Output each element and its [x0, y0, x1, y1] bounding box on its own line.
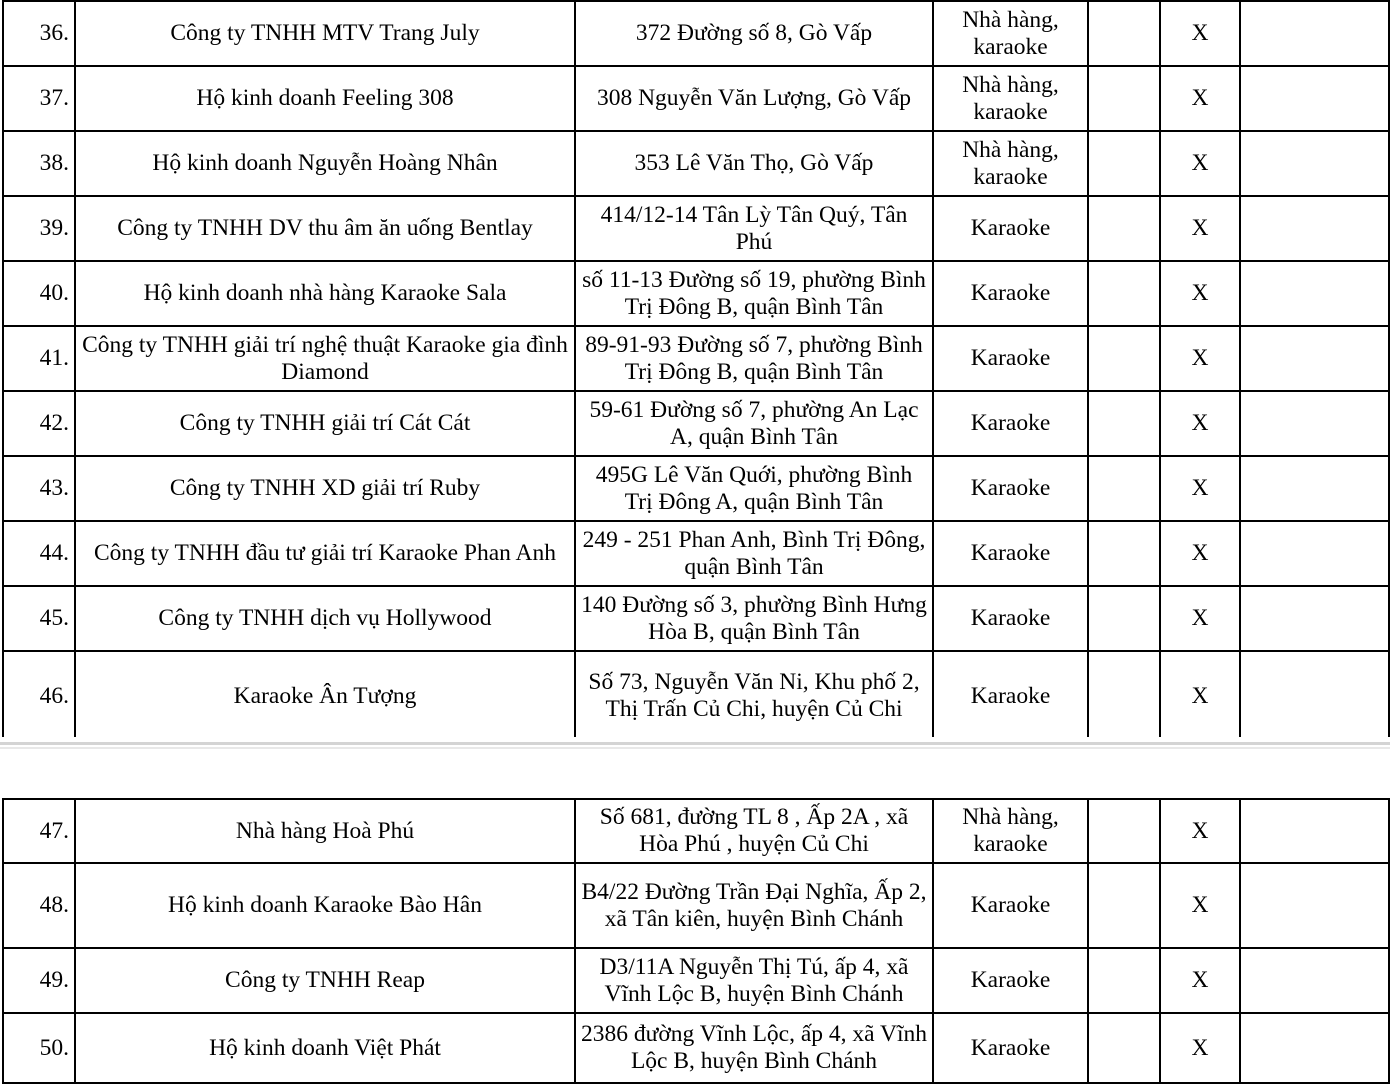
mark-cell: X [1160, 1, 1240, 66]
mark-cell: X [1160, 1013, 1240, 1083]
business-name: Công ty TNHH giải trí nghệ thuật Karaoke gia đình Diamond [75, 326, 575, 391]
blank-cell-1 [1088, 196, 1160, 261]
business-name: Công ty TNHH DV thu âm ăn uống Bentlay [75, 196, 575, 261]
blank-cell-1 [1088, 521, 1160, 586]
table-row [3, 521, 1389, 586]
blank-cell-1 [1088, 326, 1160, 391]
row-index: 39. [3, 196, 75, 261]
business-category: Karaoke [933, 521, 1088, 586]
page-break-rule-bottom [0, 747, 1390, 749]
mark-cell: X [1160, 586, 1240, 651]
blank-cell-2 [1240, 326, 1389, 391]
mark-cell: X [1160, 863, 1240, 948]
table-row [3, 391, 1389, 456]
row-index: 46. [3, 651, 75, 741]
table-row [3, 456, 1389, 521]
row-index: 48. [3, 863, 75, 948]
business-address: 2386 đường Vĩnh Lộc, ấp 4, xã Vĩnh Lộc B, huyện Bình Chánh [575, 1013, 933, 1083]
blank-cell-2 [1240, 948, 1389, 1013]
mark-cell: X [1160, 131, 1240, 196]
row-index: 45. [3, 586, 75, 651]
mark-cell: X [1160, 391, 1240, 456]
row-index: 43. [3, 456, 75, 521]
table-row [3, 863, 1389, 948]
table-fragment-top [2, 0, 1390, 742]
mark-cell: X [1160, 261, 1240, 326]
blank-cell-1 [1088, 948, 1160, 1013]
business-category: Karaoke [933, 586, 1088, 651]
business-name: Hộ kinh doanh Karaoke Bào Hân [75, 863, 575, 948]
business-category: Nhà hàng, karaoke [933, 1, 1088, 66]
business-address: 140 Đường số 3, phường Bình Hưng Hòa B, quận Bình Tân [575, 586, 933, 651]
table-row [3, 131, 1389, 196]
business-name: Nhà hàng Hoà Phú [75, 799, 575, 863]
blank-cell-1 [1088, 799, 1160, 863]
business-name: Công ty TNHH XD giải trí Ruby [75, 456, 575, 521]
business-address: 308 Nguyễn Văn Lượng, Gò Vấp [575, 66, 933, 131]
business-name: Hộ kinh doanh Feeling 308 [75, 66, 575, 131]
business-address: số 11-13 Đường số 19, phường Bình Trị Đông B, quận Bình Tân [575, 261, 933, 326]
business-address: 249 - 251 Phan Anh, Bình Trị Đông, quận Bình Tân [575, 521, 933, 586]
blank-cell-2 [1240, 391, 1389, 456]
mark-cell: X [1160, 521, 1240, 586]
blank-cell-1 [1088, 261, 1160, 326]
blank-cell-2 [1240, 1013, 1389, 1083]
blank-cell-1 [1088, 651, 1160, 741]
table-row [3, 586, 1389, 651]
table-row [3, 1, 1389, 66]
row-index: 36. [3, 1, 75, 66]
mark-cell: X [1160, 196, 1240, 261]
blank-cell-1 [1088, 586, 1160, 651]
blank-cell-2 [1240, 651, 1389, 741]
page-break-separator [0, 737, 1390, 798]
business-name: Công ty TNHH Reap [75, 948, 575, 1013]
blank-cell-2 [1240, 456, 1389, 521]
business-name: Công ty TNHH giải trí Cát Cát [75, 391, 575, 456]
row-index: 41. [3, 326, 75, 391]
blank-cell-2 [1240, 196, 1389, 261]
table-row [3, 66, 1389, 131]
business-category: Karaoke [933, 391, 1088, 456]
business-address: 414/12-14 Tân Lỳ Tân Quý, Tân Phú [575, 196, 933, 261]
business-address: 495G Lê Văn Quới, phường Bình Trị Đông A, quận Bình Tân [575, 456, 933, 521]
business-address: Số 73, Nguyễn Văn Ni, Khu phố 2, Thị Trấn Củ Chi, huyện Củ Chi [575, 651, 933, 741]
business-listing-table-top [2, 0, 1390, 742]
table-row [3, 799, 1389, 863]
blank-cell-2 [1240, 586, 1389, 651]
business-name: Hộ kinh doanh nhà hàng Karaoke Sala [75, 261, 575, 326]
blank-cell-1 [1088, 863, 1160, 948]
row-index: 47. [3, 799, 75, 863]
mark-cell: X [1160, 651, 1240, 741]
business-name: Hộ kinh doanh Việt Phát [75, 1013, 575, 1083]
business-category: Karaoke [933, 1013, 1088, 1083]
table-row [3, 326, 1389, 391]
business-address: 59-61 Đường số 7, phường An Lạc A, quận Bình Tân [575, 391, 933, 456]
mark-cell: X [1160, 456, 1240, 521]
business-category: Nhà hàng, karaoke [933, 131, 1088, 196]
business-address: 353 Lê Văn Thọ, Gò Vấp [575, 131, 933, 196]
table-row [3, 196, 1389, 261]
business-category: Karaoke [933, 948, 1088, 1013]
business-listing-table-bottom [2, 798, 1390, 1084]
blank-cell-1 [1088, 1013, 1160, 1083]
row-index: 44. [3, 521, 75, 586]
row-index: 38. [3, 131, 75, 196]
row-index: 49. [3, 948, 75, 1013]
blank-cell-2 [1240, 66, 1389, 131]
mark-cell: X [1160, 66, 1240, 131]
table-fragment-bottom [2, 798, 1390, 1084]
business-category: Karaoke [933, 261, 1088, 326]
table-row [3, 1013, 1389, 1083]
business-name: Công ty TNHH dịch vụ Hollywood [75, 586, 575, 651]
business-category: Nhà hàng, karaoke [933, 799, 1088, 863]
business-address: B4/22 Đường Trần Đại Nghĩa, Ấp 2, xã Tân kiên, huyện Bình Chánh [575, 863, 933, 948]
blank-cell-2 [1240, 863, 1389, 948]
business-category: Karaoke [933, 196, 1088, 261]
blank-cell-2 [1240, 1, 1389, 66]
business-category: Karaoke [933, 863, 1088, 948]
business-category: Karaoke [933, 456, 1088, 521]
blank-cell-2 [1240, 799, 1389, 863]
table-row [3, 261, 1389, 326]
blank-cell-2 [1240, 261, 1389, 326]
row-index: 37. [3, 66, 75, 131]
business-address: Số 681, đường TL 8 , Ấp 2A , xã Hòa Phú , huyện Củ Chi [575, 799, 933, 863]
mark-cell: X [1160, 948, 1240, 1013]
business-address: D3/11A Nguyễn Thị Tú, ấp 4, xã Vĩnh Lộc B, huyện Bình Chánh [575, 948, 933, 1013]
business-category: Karaoke [933, 651, 1088, 741]
blank-cell-2 [1240, 521, 1389, 586]
blank-cell-1 [1088, 66, 1160, 131]
blank-cell-1 [1088, 131, 1160, 196]
table-row [3, 651, 1389, 741]
blank-cell-1 [1088, 456, 1160, 521]
mark-cell: X [1160, 799, 1240, 863]
table-row [3, 948, 1389, 1013]
business-category: Nhà hàng, karaoke [933, 66, 1088, 131]
row-index: 40. [3, 261, 75, 326]
business-category: Karaoke [933, 326, 1088, 391]
business-name: Karaoke Ân Tượng [75, 651, 575, 741]
row-index: 42. [3, 391, 75, 456]
row-index: 50. [3, 1013, 75, 1083]
business-name: Công ty TNHH MTV Trang July [75, 1, 575, 66]
blank-cell-1 [1088, 391, 1160, 456]
business-name: Công ty TNHH đầu tư giải trí Karaoke Phan Anh [75, 521, 575, 586]
business-address: 372 Đường số 8, Gò Vấp [575, 1, 933, 66]
blank-cell-2 [1240, 131, 1389, 196]
business-name: Hộ kinh doanh Nguyễn Hoàng Nhân [75, 131, 575, 196]
blank-cell-1 [1088, 1, 1160, 66]
mark-cell: X [1160, 326, 1240, 391]
business-address: 89-91-93 Đường số 7, phường Bình Trị Đông B, quận Bình Tân [575, 326, 933, 391]
page-break-rule-top [0, 742, 1390, 745]
